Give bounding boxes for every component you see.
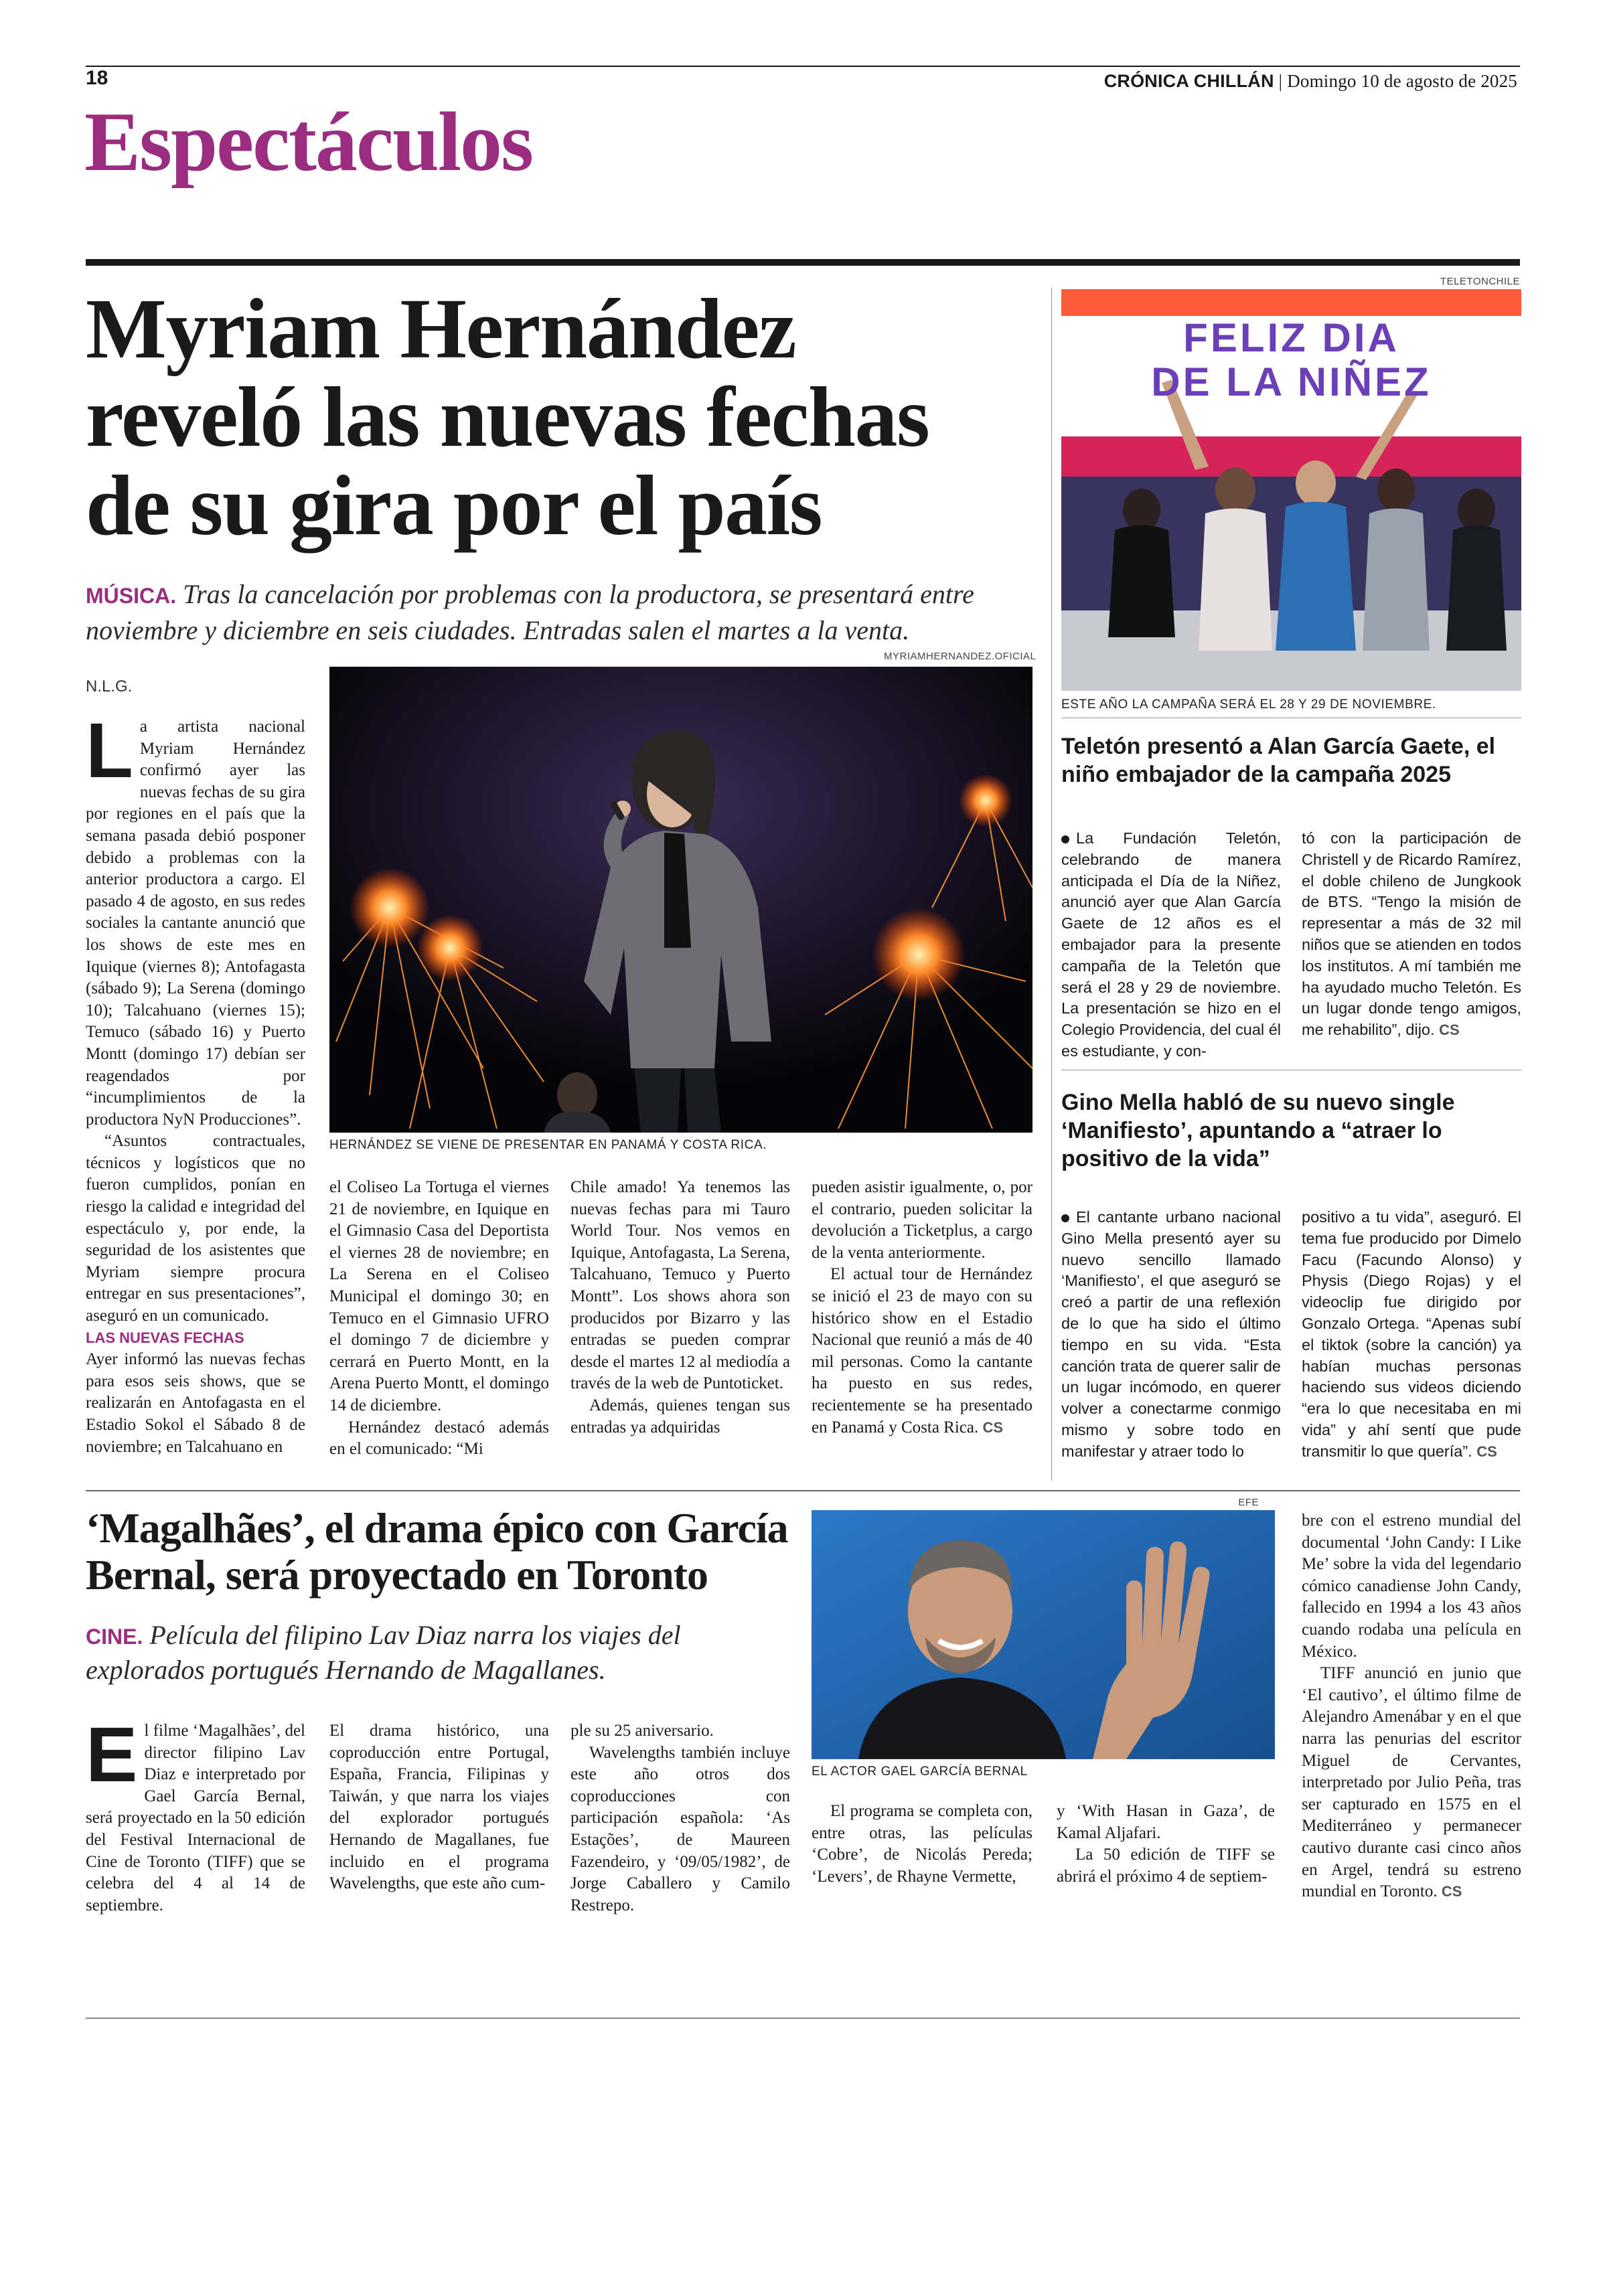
concert-photo bbox=[329, 667, 1032, 1133]
teleton-photo bbox=[1061, 289, 1521, 691]
main-photo-caption: HERNÁNDEZ SE VIENE DE PRESENTAR EN PANAMÁ Y COSTA RICA. bbox=[329, 1138, 767, 1152]
header-separator: | bbox=[1278, 71, 1283, 91]
actor-waving-illustration bbox=[812, 1510, 1275, 1759]
teleton-banner bbox=[1061, 316, 1521, 404]
magalhaes-paragraph: La 50 edición de TIFF se abrirá el próximo 4 de septiem- bbox=[1057, 1846, 1275, 1886]
main-paragraph: “Asuntos contractuales, técnicos y logísticos que no fueron cumplidos, ponían en riesgo la calidad e integridad del espectáculo y, por ende, la seguridad de los asistentes que Myriam siempre procura entregar en sus presentaciones”, aseguró en un comunicado. bbox=[86, 1132, 305, 1325]
subhead-nuevas-fechas: LAS NUEVAS FECHAS bbox=[86, 1329, 244, 1346]
bottom-section-rule bbox=[86, 1490, 1520, 1491]
gael-photo bbox=[812, 1510, 1275, 1759]
magalhaes-paragraph: y ‘With Hasan in Gaza’, de Kamal Aljafari. bbox=[1057, 1802, 1275, 1842]
magalhaes-paragraph: El drama histórico, una coproducción entre Portugal, España, Francia, Filipinas y Taiwán, y que narra los viajes del explorador portugués Hernando de Magallanes, fue incluido en el programa Wavelengths, que este año cum- bbox=[329, 1722, 549, 1893]
main-paragraph: el Coliseo La Tortuga el viernes 21 de noviembre, en Iquique en el Gimnasio Casa del Deportista el viernes 28 de noviembre; en La Serena en el Coliseo Municipal el domingo 30; en Temuco en el Gimnasio UFRO el domingo 7 de diciembre y cerrará en Puerto Montt, en la Arena Puerto Montt, el domingo 14 de diciembre. bbox=[329, 1178, 549, 1414]
banner-line-1: FELIZ DIA bbox=[1183, 315, 1399, 360]
magalhaes-column-2 bbox=[329, 1720, 549, 1895]
column-divider bbox=[1051, 288, 1052, 1481]
magalhaes-paragraph: l filme ‘Magalhães’, del director filipino Lav Diaz e interpretado por Gael García Bernal, será proyectado en la 50 edición del Festival Internacional de Cine de Toronto (TIFF) que se celebra del 4 al 14 de septiembre. bbox=[86, 1722, 305, 1914]
banner-line-2: DE LA NIÑEZ bbox=[1151, 359, 1432, 404]
teleton-column-2 bbox=[1302, 828, 1521, 1041]
gino-headline: Gino Mella habló de su nuevo single ‘Manifiesto’, apuntando a “atraer lo positivo de la vida” bbox=[1061, 1090, 1455, 1171]
magalhaes-column-3 bbox=[570, 1720, 790, 1916]
main-paragraph: pueden asistir igualmente, o, por el contrario, pueden solicitar la devolución a Ticketplus, a cargo de la venta anteriormente. bbox=[812, 1178, 1032, 1262]
main-paragraph: Hernández destacó además en el comunicado: “Mi bbox=[329, 1418, 549, 1459]
main-paragraph: Además, quienes tengan sus entradas ya adquiridas bbox=[570, 1396, 790, 1437]
main-lead-text: Tras la cancelación por problemas con la productora, se presentará entre noviembre y diciembre en seis ciudades. Entradas salen el martes a la venta. bbox=[86, 579, 974, 645]
main-column-1 bbox=[86, 707, 305, 1458]
teleton-column-1 bbox=[1061, 828, 1281, 1062]
magalhaes-headline: ‘Magalhães’, el drama épico con García Bernal, será proyectado en Toronto bbox=[86, 1504, 788, 1598]
gino-column-2 bbox=[1302, 1207, 1521, 1463]
magalhaes-column-1 bbox=[86, 1711, 305, 1916]
magalhaes-column-4 bbox=[812, 1801, 1032, 1888]
main-photo-credit: MYRIAMHERNANDEZ.OFICIAL bbox=[884, 651, 1037, 662]
teleton-paragraph: tó con la participación de Christell y de Ricardo Ramírez, el doble chileno de Jungkook de BTS. “Tengo la misión de representar a más de 32 mil niños que se atienden en todos los institutos. A mí también me ha ayudado mucho Teletón. Es un lugar donde tengo amigos, me rehabilito”, dijo. bbox=[1302, 829, 1521, 1039]
magalhaes-paragraph: Wavelengths también incluye este año otros dos coproducciones con participación española: ‘As Estações’, de Maureen Fazendeiro, y ‘09/05/1982’, de Jorge Caballero y Camilo Restrepo. bbox=[570, 1743, 790, 1914]
main-paragraph: El actual tour de Hernández se inició el 23 de mayo con su histórico show en el Estadio Nacional que reunió a más de 40 mil personas. Como la cantante ha puesto en sus redes, recientemente se ha presentado en Panamá y Costa Rica. CS bbox=[812, 1265, 1032, 1437]
magalhaes-photo-caption: EL ACTOR GAEL GARCÍA BERNAL bbox=[812, 1765, 1028, 1779]
section-title: Espectáculos bbox=[84, 96, 532, 189]
bullet-icon bbox=[1061, 1214, 1069, 1222]
magalhaes-paragraph: TIFF anunció en junio que ‘El cautivo’, el último filme de Alejandro Amenábar y en el que narra las penurias del escritor Miguel de Cervantes, interpretado por Julio Peña, tras ser capturado en 1575 en el Mediterráneo y permanecer cautivo durante casi cinco años en Argel, tendrá su estreno mundial en Toronto. CS bbox=[1302, 1664, 1521, 1901]
gino-paragraph: positivo a tu vida”, aseguró. El tema fue producido por Dimelo Facu (Facundo Alonso) y Physis (Diego Rojas) y el videoclip fue dirigido por Gonzalo Ortega. “Apenas subí el tiktok (sobre la canción) ya habían muchas personas haciendo sus videos diciendo “era lo que necesitaba en mi vida” y ahí sentí que pude transmitir lo que quería”. bbox=[1302, 1208, 1521, 1460]
magalhaes-kicker: CINE. bbox=[86, 1625, 143, 1649]
gino-paragraph: El cantante urbano nacional Gino Mella presentó ayer su nuevo sencillo llamado ‘Manifiesto’, el que aseguró se creó a partir de una reflexión de lo que ha sido el último tiempo en su vida. “Esta canción trata de querer salir de un lugar incómodo, en querer volver a conectarme conmigo mismo y sobre todo en manifestar y atraer todo lo bbox=[1061, 1208, 1281, 1460]
magalhaes-paragraph: ple su 25 aniversario. bbox=[570, 1722, 714, 1740]
main-paragraph: a artista nacional Myriam Hernández confirmó ayer las nuevas fechas de su gira por regiones en el país que la semana pasada debió posponer debido a problemas con la anterior productora a cargo. El pasado 4 de agosto, en sus redes sociales la cantante anunció que los shows de este mes en Iquique (viernes 8); Antofagasta (sábado 9); La Serena (domingo 10); Talcahuano (viernes 15); Temuco (sábado 16) y Puerto Montt (domingo 17) debían ser reagendados por “incumplimientos de la productora NyN Producciones”. bbox=[86, 718, 305, 1129]
bullet-icon bbox=[1061, 835, 1069, 843]
main-headline: Myriam Hernández reveló las nuevas fechas de su gira por el país bbox=[86, 281, 929, 553]
main-column-4 bbox=[812, 1177, 1032, 1439]
main-dropcap: L bbox=[86, 707, 133, 794]
page-bottom-rule bbox=[86, 2018, 1520, 2019]
end-mark-icon: CS bbox=[982, 1418, 1004, 1436]
magalhaes-dropcap: E bbox=[86, 1711, 138, 1798]
main-column-2 bbox=[329, 1177, 549, 1461]
main-lead bbox=[86, 577, 1037, 648]
teleton-photo-credit: TELETONCHILE bbox=[1440, 276, 1520, 287]
header-top-rule bbox=[86, 66, 1520, 67]
teleton-paragraph: La Fundación Teletón, celebrando de manera anticipada el Día de la Niñez, anunció ayer que Alan García Gaete de 12 años es el embajador para la presente campaña de la Teletón que será el 28 y 29 de noviembre. La presentación se hizo en el Colegio Providencia, del cual él es estudiante, y con- bbox=[1061, 829, 1281, 1060]
magalhaes-lead-text: Película del filipino Lav Diaz narra los viajes del explorados portugués Hernando de Magallanes. bbox=[86, 1620, 681, 1685]
teleton-photo-caption: ESTE AÑO LA CAMPAÑA SERÁ EL 28 Y 29 DE NOVIEMBRE. bbox=[1061, 698, 1436, 712]
magalhaes-column-5 bbox=[1057, 1801, 1275, 1888]
masthead-date bbox=[1104, 71, 1517, 92]
end-mark-icon: CS bbox=[1439, 1021, 1460, 1039]
gino-column-1 bbox=[1061, 1207, 1281, 1463]
issue-date: Domingo 10 de agosto de 2025 bbox=[1287, 71, 1517, 91]
main-kicker: MÚSICA. bbox=[86, 584, 177, 608]
teleton-headline: Teletón presentó a Alan García Gaete, el niño embajador de la campaña 2025 bbox=[1061, 734, 1496, 787]
section-thick-rule bbox=[86, 259, 1520, 266]
magalhaes-column-6 bbox=[1302, 1510, 1521, 1903]
byline: N.L.G. bbox=[86, 677, 133, 695]
magalhaes-lead bbox=[86, 1619, 755, 1687]
end-mark-icon: CS bbox=[1441, 1883, 1462, 1900]
page-number: 18 bbox=[86, 67, 108, 89]
main-column-3 bbox=[570, 1177, 790, 1439]
end-mark-icon: CS bbox=[1476, 1443, 1497, 1460]
magalhaes-photo-credit: EFE bbox=[1238, 1497, 1259, 1508]
main-paragraph: Chile amado! Ya tenemos las nuevas fechas para mi Tauro World Tour. Nos vemos en Iquique, Antofagasta, La Serena, Talcahuano, Temuco y Puerto Montt”. Los shows ahora son producidos por Bizarro y las entradas se pueden comprar desde el martes 12 al mediodía a través de la web de Puntoticket. bbox=[570, 1178, 790, 1393]
magalhaes-paragraph: bre con el estreno mundial del documental ‘John Candy: I Like Me’ sobre la vida del legendario cómico canadiense John Candy, fallecido en 1994 a los 43 años cuando rodaba una película en México. bbox=[1302, 1511, 1521, 1661]
singer-stage-illustration bbox=[329, 667, 1032, 1133]
magalhaes-paragraph: El programa se completa con, entre otras, las películas ‘Cobre’, de Nicolás Pereda; ‘Levers’, de Rhayne Vermette, bbox=[812, 1802, 1032, 1886]
main-paragraph: Ayer informó las nuevas fechas para esos seis shows, que se realizarán en Antofagasta en el Estadio Sokol el Sábado 8 de noviembre; en Talcahuano en bbox=[86, 1350, 305, 1456]
publication-name: CRÓNICA CHILLÁN bbox=[1103, 71, 1274, 91]
